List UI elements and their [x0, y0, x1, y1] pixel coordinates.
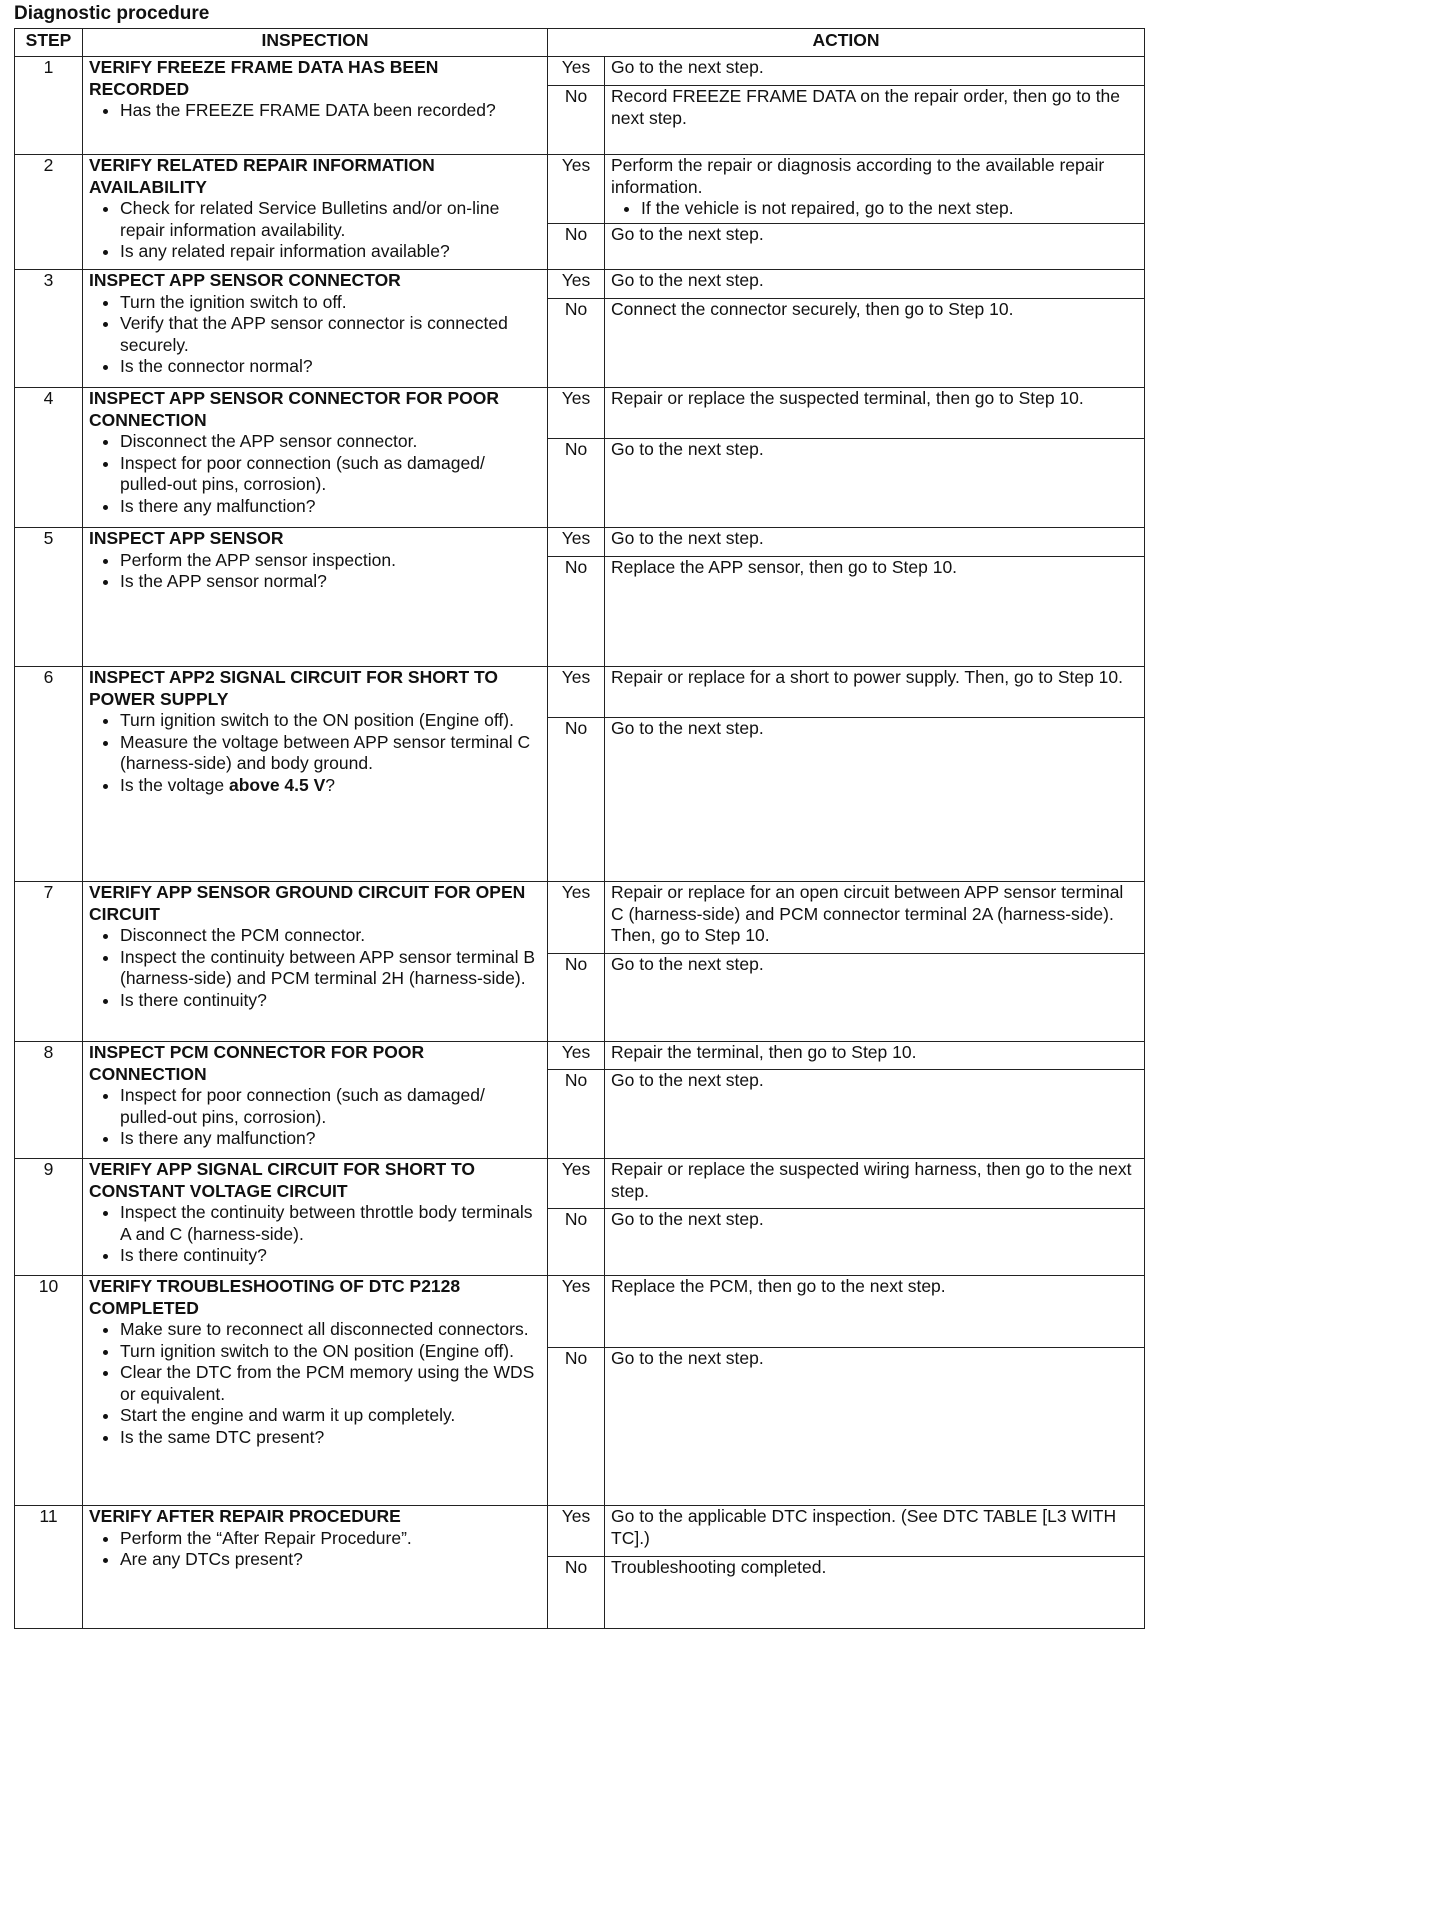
no-action: Connect the connector securely, then go to Step 10.	[605, 299, 1145, 388]
yes-action	[605, 1159, 1145, 1209]
no-label: No	[548, 1209, 605, 1276]
inspection-title: VERIFY AFTER REPAIR PROCEDURE	[89, 1506, 401, 1526]
inspection-cell	[83, 1042, 548, 1159]
page-title: Diagnostic procedure	[14, 3, 210, 24]
diagnostic-procedure-table	[14, 28, 1145, 1629]
step-column-header: STEP	[15, 29, 83, 57]
no-action: Go to the next step.	[605, 1070, 1145, 1159]
inspection-bullet-list	[89, 1319, 541, 1448]
yes-action-text: Perform the repair or diagnosis according to the available repair information.	[611, 155, 1105, 197]
no-label: No	[548, 1070, 605, 1159]
no-action: Record FREEZE FRAME DATA on the repair order, then go to the next step.	[605, 86, 1145, 155]
inspection-title: INSPECT PCM CONNECTOR FOR POOR CONNECTION	[89, 1042, 425, 1084]
inspection-cell	[83, 528, 548, 667]
inspection-bullet-list	[89, 925, 541, 1011]
yes-action-text: Go to the applicable DTC inspection. (See DTC TABLE [L3 WITH TC].)	[611, 1506, 1117, 1548]
yes-action-sublist	[611, 198, 1138, 220]
no-label: No	[548, 1557, 605, 1629]
table-row	[15, 155, 1145, 224]
table-row	[15, 270, 1145, 299]
yes-action	[605, 528, 1145, 557]
step-number: 5	[15, 528, 83, 667]
yes-label: Yes	[548, 1506, 605, 1557]
yes-action	[605, 270, 1145, 299]
yes-action-text: Repair or replace the suspected wiring harness, then go to the next step.	[611, 1159, 1132, 1201]
yes-label: Yes	[548, 882, 605, 954]
inspection-bullet: • Are any DTCs present?	[120, 1549, 541, 1571]
inspection-bullet: • Start the engine and warm it up completely.	[120, 1405, 541, 1427]
table-row	[15, 667, 1145, 718]
inspection-bullet: • Is there continuity?	[120, 1245, 541, 1267]
yes-action-subitem: • If the vehicle is not repaired, go to the next step.	[641, 198, 1138, 220]
action-column-header: ACTION	[548, 29, 1145, 57]
inspection-bullet-list	[89, 198, 541, 263]
inspection-bullet: • Make sure to reconnect all disconnected connectors.	[120, 1319, 541, 1341]
inspection-bullet: • Clear the DTC from the PCM memory using the WDS or equivalent.	[120, 1362, 541, 1405]
no-label: No	[548, 439, 605, 528]
no-label: No	[548, 224, 605, 270]
inspection-cell	[83, 388, 548, 528]
table-row	[15, 528, 1145, 557]
inspection-bullet: • Disconnect the APP sensor connector.	[120, 431, 541, 453]
no-label: No	[548, 954, 605, 1042]
inspection-bullet-list	[89, 710, 541, 796]
inspection-title: INSPECT APP2 SIGNAL CIRCUIT FOR SHORT TO POWER SUPPLY	[89, 667, 499, 709]
yes-action-text: Repair or replace for an open circuit between APP sensor terminal C (harness-side) and PCM connector terminal 2A (harness-side). Then, go to Step 10.	[611, 882, 1124, 945]
table-row	[15, 1159, 1145, 1209]
inspection-bullet: • Is the same DTC present?	[120, 1427, 541, 1449]
yes-label: Yes	[548, 528, 605, 557]
inspection-cell	[83, 155, 548, 270]
step-number: 2	[15, 155, 83, 270]
table-body	[15, 57, 1145, 1629]
table-row	[15, 57, 1145, 86]
inspection-bullet-list	[89, 292, 541, 378]
yes-label: Yes	[548, 388, 605, 439]
inspection-bullet: • Verify that the APP sensor connector is connected securely.	[120, 313, 541, 356]
no-action: Go to the next step.	[605, 718, 1145, 882]
no-label: No	[548, 557, 605, 667]
step-number: 8	[15, 1042, 83, 1159]
yes-action	[605, 667, 1145, 718]
inspection-bullet: • Is there any malfunction?	[120, 496, 541, 518]
inspection-bullet: • Measure the voltage between APP sensor terminal C (harness-side) and body ground.	[120, 732, 541, 775]
inspection-title: VERIFY TROUBLESHOOTING OF DTC P2128 COMPLETED	[89, 1276, 461, 1318]
inspection-bullet: • Is the connector normal?	[120, 356, 541, 378]
inspection-bullet-list	[89, 1528, 541, 1571]
yes-label: Yes	[548, 155, 605, 224]
yes-label: Yes	[548, 270, 605, 299]
step-number: 7	[15, 882, 83, 1042]
inspection-bullet: • Inspect for poor connection (such as damaged/ pulled-out pins, corrosion).	[120, 1085, 541, 1128]
yes-label: Yes	[548, 1276, 605, 1348]
yes-action-text: Repair or replace the suspected terminal, then go to Step 10.	[611, 388, 1084, 408]
inspection-bullet-list	[89, 431, 541, 517]
no-action: Troubleshooting completed.	[605, 1557, 1145, 1629]
inspection-cell	[83, 57, 548, 155]
yes-label: Yes	[548, 1159, 605, 1209]
yes-action-text: Go to the next step.	[611, 57, 764, 77]
inspection-bullet: • Check for related Service Bulletins and/or on-line repair information availability.	[120, 198, 541, 241]
inspection-cell	[83, 1506, 548, 1629]
yes-label: Yes	[548, 57, 605, 86]
inspection-bullet: • Turn ignition switch to the ON position (Engine off).	[120, 1341, 541, 1363]
inspection-bullet: • Perform the “After Repair Procedure”.	[120, 1528, 541, 1550]
no-action: Go to the next step.	[605, 954, 1145, 1042]
no-action: Go to the next step.	[605, 439, 1145, 528]
inspection-title: VERIFY APP SIGNAL CIRCUIT FOR SHORT TO CONSTANT VOLTAGE CIRCUIT	[89, 1159, 476, 1201]
inspection-cell	[83, 270, 548, 388]
inspection-cell	[83, 667, 548, 882]
table-row	[15, 1506, 1145, 1557]
no-label: No	[548, 718, 605, 882]
inspection-bullet: • Is there continuity?	[120, 990, 541, 1012]
yes-action-text: Repair the terminal, then go to Step 10.	[611, 1042, 917, 1062]
yes-action-text: Go to the next step.	[611, 270, 764, 290]
yes-action	[605, 1042, 1145, 1070]
step-number: 10	[15, 1276, 83, 1506]
inspection-bullet: • Turn ignition switch to the ON position (Engine off).	[120, 710, 541, 732]
inspection-bullet: • Is there any malfunction?	[120, 1128, 541, 1150]
inspection-title: VERIFY RELATED REPAIR INFORMATION AVAILABILITY	[89, 155, 435, 197]
no-action: Go to the next step.	[605, 1348, 1145, 1506]
inspection-bullet-list	[89, 100, 541, 122]
inspection-bullet: • Is any related repair information available?	[120, 241, 541, 263]
inspection-bullet-list	[89, 1202, 541, 1267]
no-action: Go to the next step.	[605, 1209, 1145, 1276]
no-label: No	[548, 299, 605, 388]
inspection-title: INSPECT APP SENSOR CONNECTOR FOR POOR CONNECTION	[89, 388, 500, 430]
inspection-bullet: • Disconnect the PCM connector.	[120, 925, 541, 947]
table-header-row	[15, 29, 1145, 57]
yes-action	[605, 57, 1145, 86]
no-label: No	[548, 1348, 605, 1506]
yes-action	[605, 155, 1145, 224]
inspection-bullet: • Is the voltage above 4.5 V?	[120, 775, 541, 797]
step-number: 3	[15, 270, 83, 388]
step-number: 6	[15, 667, 83, 882]
inspection-bullet: • Inspect the continuity between APP sensor terminal B (harness-side) and PCM terminal 2H (harness-side).	[120, 947, 541, 990]
step-number: 4	[15, 388, 83, 528]
inspection-bullet: • Inspect the continuity between throttle body terminals A and C (harness-side).	[120, 1202, 541, 1245]
inspection-title: VERIFY APP SENSOR GROUND CIRCUIT FOR OPEN CIRCUIT	[89, 882, 526, 924]
yes-action-text: Replace the PCM, then go to the next step.	[611, 1276, 946, 1296]
inspection-bullet: • Is the APP sensor normal?	[120, 571, 541, 593]
inspection-cell	[83, 882, 548, 1042]
no-action: Replace the APP sensor, then go to Step 10.	[605, 557, 1145, 667]
yes-action-text: Go to the next step.	[611, 528, 764, 548]
inspection-bullet: • Has the FREEZE FRAME DATA been recorded?	[120, 100, 541, 122]
inspection-column-header: INSPECTION	[83, 29, 548, 57]
table-row	[15, 388, 1145, 439]
yes-action	[605, 1506, 1145, 1557]
yes-action	[605, 882, 1145, 954]
table-row	[15, 1276, 1145, 1348]
yes-action-text: Repair or replace for a short to power supply. Then, go to Step 10.	[611, 667, 1124, 687]
inspection-title: INSPECT APP SENSOR CONNECTOR	[89, 270, 401, 290]
step-number: 1	[15, 57, 83, 155]
inspection-bullet: • Turn the ignition switch to off.	[120, 292, 541, 314]
table-row	[15, 1042, 1145, 1070]
inspection-cell	[83, 1276, 548, 1506]
yes-action	[605, 1276, 1145, 1348]
inspection-cell	[83, 1159, 548, 1276]
inspection-title: VERIFY FREEZE FRAME DATA HAS BEEN RECORDED	[89, 57, 439, 99]
inspection-title: INSPECT APP SENSOR	[89, 528, 284, 548]
yes-label: Yes	[548, 1042, 605, 1070]
threshold-value: above 4.5 V	[228, 774, 326, 795]
yes-action	[605, 388, 1145, 439]
inspection-bullet: • Inspect for poor connection (such as damaged/ pulled-out pins, corrosion).	[120, 453, 541, 496]
step-number: 11	[15, 1506, 83, 1629]
no-action: Go to the next step.	[605, 224, 1145, 270]
inspection-bullet: • Perform the APP sensor inspection.	[120, 550, 541, 572]
no-label: No	[548, 86, 605, 155]
table-row	[15, 882, 1145, 954]
inspection-bullet-list	[89, 1085, 541, 1150]
yes-label: Yes	[548, 667, 605, 718]
step-number: 9	[15, 1159, 83, 1276]
inspection-bullet-list	[89, 550, 541, 593]
